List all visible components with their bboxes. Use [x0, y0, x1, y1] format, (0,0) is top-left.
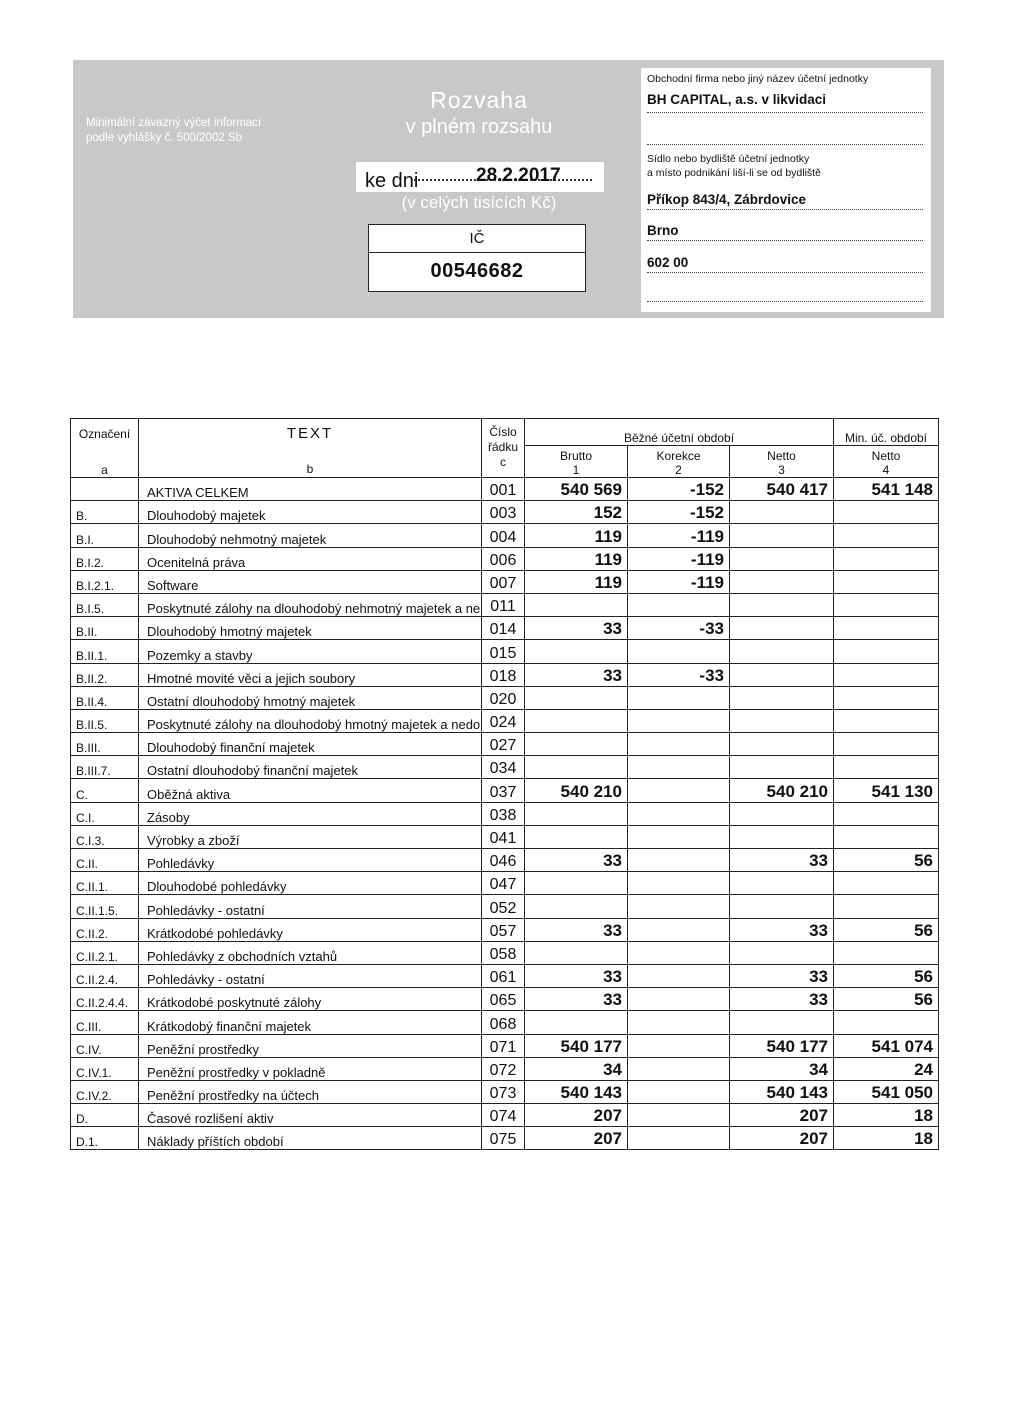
value-netto: [730, 895, 834, 918]
dotted-line: [647, 144, 923, 145]
table-row: [71, 802, 939, 825]
table-row: [71, 524, 939, 547]
row-number: 074: [482, 1104, 525, 1127]
seat-street: Příkop 843/4, Zábrdovice: [647, 192, 807, 207]
value-min-period: [834, 1011, 939, 1034]
table-row: [71, 501, 939, 524]
firm-label: Obchodní firma nebo jiný název účetní jednotky: [647, 73, 869, 85]
regulation-note-line-2: podle vyhlášky č. 500/2002 Sb: [86, 132, 242, 144]
value-netto: [730, 570, 834, 593]
table-row: [71, 570, 939, 593]
header-sub-b: b: [306, 462, 314, 476]
table-row: [71, 941, 939, 964]
value-korekce: [628, 1080, 730, 1103]
ic-value: 00546682: [430, 260, 524, 282]
value-brutto: 119: [525, 547, 628, 570]
row-label: Hmotné movité věci a jejich soubory: [139, 663, 482, 686]
value-korekce: -33: [628, 617, 730, 640]
value-korekce: [628, 872, 730, 895]
table-row: [71, 1127, 939, 1150]
header-netto-min: Netto: [871, 449, 901, 463]
table-row: [71, 1034, 939, 1057]
value-min-period: [834, 756, 939, 779]
row-label: Krátkodobé pohledávky: [139, 918, 482, 941]
table-row: [71, 478, 939, 501]
row-label: Náklady příštích období: [139, 1127, 482, 1150]
row-label: Pozemky a stavby: [139, 640, 482, 663]
value-korekce: [628, 849, 730, 872]
dotted-line: [647, 240, 923, 241]
row-label: Ocenitelná práva: [139, 547, 482, 570]
table-row: [71, 849, 939, 872]
value-korekce: [628, 593, 730, 616]
table-row: [71, 733, 939, 756]
value-netto: 33: [730, 849, 834, 872]
value-brutto: 540 569: [525, 478, 628, 501]
header-min-obdobi: Min. úč. období: [834, 419, 939, 446]
row-code: C.II.1.5.: [71, 895, 139, 918]
value-brutto: 540 177: [525, 1034, 628, 1057]
value-korekce: [628, 941, 730, 964]
value-netto: [730, 733, 834, 756]
value-netto: [730, 663, 834, 686]
row-label: Oběžná aktiva: [139, 779, 482, 802]
row-label: Dlouhodobý majetek: [139, 501, 482, 524]
row-number: 011: [482, 593, 525, 616]
header-oznaceni: Označení: [78, 427, 131, 441]
value-min-period: [834, 941, 939, 964]
header-sub-a: a: [101, 463, 108, 477]
row-number: 015: [482, 640, 525, 663]
value-min-period: 56: [834, 988, 939, 1011]
table-row: [71, 1011, 939, 1034]
value-min-period: [834, 524, 939, 547]
row-number: 052: [482, 895, 525, 918]
value-netto: 540 143: [730, 1080, 834, 1103]
row-label: Krátkodobý finanční majetek: [139, 1011, 482, 1034]
row-code: B.III.: [71, 733, 139, 756]
table-row: [71, 663, 939, 686]
header-netto-min-cell: [834, 446, 939, 478]
row-label: Peněžní prostředky v pokladně: [139, 1057, 482, 1080]
value-min-period: [834, 709, 939, 732]
row-code: C.IV.2.: [71, 1080, 139, 1103]
row-number: 046: [482, 849, 525, 872]
ic-box: [368, 224, 586, 292]
row-label: Výrobky a zboží: [139, 825, 482, 848]
row-code: C.I.3.: [71, 825, 139, 848]
row-number: 057: [482, 918, 525, 941]
document-subtitle: v plném rozsahu: [405, 116, 553, 138]
value-brutto: 33: [525, 663, 628, 686]
table-row: [71, 918, 939, 941]
value-netto: 540 177: [730, 1034, 834, 1057]
row-number: 001: [482, 478, 525, 501]
row-label: Poskytnuté zálohy na dlouhodobý hmotný majetek a nedo: [139, 709, 482, 732]
row-number: 006: [482, 547, 525, 570]
value-brutto: [525, 941, 628, 964]
value-min-period: 56: [834, 849, 939, 872]
row-label: Zásoby: [139, 802, 482, 825]
value-brutto: [525, 733, 628, 756]
document-title: Rozvaha: [430, 87, 528, 113]
value-min-period: [834, 547, 939, 570]
value-brutto: [525, 872, 628, 895]
row-number: 004: [482, 524, 525, 547]
value-min-period: [834, 733, 939, 756]
value-korekce: -152: [628, 501, 730, 524]
row-code: B.II.2.: [71, 663, 139, 686]
table-row: [71, 709, 939, 732]
value-brutto: 119: [525, 570, 628, 593]
value-netto: 34: [730, 1057, 834, 1080]
header-text-cell: [139, 419, 482, 478]
row-number: 038: [482, 802, 525, 825]
row-code: C.II.: [71, 849, 139, 872]
value-min-period: 541 148: [834, 478, 939, 501]
value-brutto: [525, 1011, 628, 1034]
table-row: [71, 547, 939, 570]
value-netto: 33: [730, 988, 834, 1011]
value-korekce: -119: [628, 570, 730, 593]
value-korekce: [628, 709, 730, 732]
row-code: B.: [71, 501, 139, 524]
value-min-period: [834, 895, 939, 918]
row-label: Dlouhodobý nehmotný majetek: [139, 524, 482, 547]
row-number: 058: [482, 941, 525, 964]
row-code: B.I.2.: [71, 547, 139, 570]
value-min-period: 56: [834, 964, 939, 987]
value-brutto: [525, 593, 628, 616]
value-netto: [730, 686, 834, 709]
value-min-period: [834, 570, 939, 593]
row-number: 024: [482, 709, 525, 732]
value-korekce: [628, 895, 730, 918]
value-netto: [730, 617, 834, 640]
row-number: 020: [482, 686, 525, 709]
value-min-period: [834, 663, 939, 686]
row-number: 065: [482, 988, 525, 1011]
value-netto: [730, 941, 834, 964]
value-korekce: [628, 988, 730, 1011]
value-min-period: [834, 802, 939, 825]
value-korekce: [628, 1057, 730, 1080]
value-netto: [730, 802, 834, 825]
table-header-row: [71, 419, 939, 446]
value-korekce: [628, 802, 730, 825]
header-n1: 1: [572, 463, 580, 477]
value-brutto: 207: [525, 1104, 628, 1127]
value-min-period: [834, 640, 939, 663]
value-netto: 540 417: [730, 478, 834, 501]
row-label: Dlouhodobý finanční majetek: [139, 733, 482, 756]
row-number: 014: [482, 617, 525, 640]
value-netto: [730, 756, 834, 779]
row-number: 071: [482, 1034, 525, 1057]
header-netto-cell: [730, 446, 834, 478]
row-label: Dlouhodobé pohledávky: [139, 872, 482, 895]
value-netto: 33: [730, 918, 834, 941]
seat-city: Brno: [647, 223, 679, 238]
row-code: B.I.5.: [71, 593, 139, 616]
balance-sheet-table: [70, 418, 939, 1150]
value-netto: 540 210: [730, 779, 834, 802]
value-brutto: 33: [525, 964, 628, 987]
value-netto: [730, 825, 834, 848]
value-min-period: 24: [834, 1057, 939, 1080]
value-brutto: 540 210: [525, 779, 628, 802]
table-row: [71, 779, 939, 802]
row-label: Poskytnuté zálohy na dlouhodobý nehmotný majetek a ne: [139, 593, 482, 616]
table-row: [71, 964, 939, 987]
row-number: 003: [482, 501, 525, 524]
row-label: Pohledávky z obchodních vztahů: [139, 941, 482, 964]
table-row: [71, 686, 939, 709]
header-cislo: Číslo: [489, 425, 517, 439]
value-min-period: 541 050: [834, 1080, 939, 1103]
value-min-period: [834, 617, 939, 640]
seat-label-2: a místo podnikání liší-li se od bydliště: [647, 167, 821, 179]
value-brutto: [525, 686, 628, 709]
document-title-block: [372, 86, 586, 140]
regulation-note-line-1: Minimální závazný výčet informací: [86, 117, 262, 129]
row-number: 027: [482, 733, 525, 756]
table-row: [71, 617, 939, 640]
row-code: B.II.4.: [71, 686, 139, 709]
row-code: C.II.2.4.4.: [71, 988, 139, 1011]
value-netto: [730, 524, 834, 547]
row-number: 041: [482, 825, 525, 848]
row-code: C.IV.: [71, 1034, 139, 1057]
value-netto: 207: [730, 1104, 834, 1127]
header-cislo-cell: [482, 419, 525, 478]
row-label: Ostatní dlouhodobý hmotný majetek: [139, 686, 482, 709]
header-sub-c: c: [500, 455, 506, 469]
value-netto: 207: [730, 1127, 834, 1150]
value-min-period: 541 074: [834, 1034, 939, 1057]
header-korekce: Korekce: [656, 449, 701, 463]
value-korekce: [628, 825, 730, 848]
seat-label-1: Sídlo nebo bydliště účetní jednotky: [647, 153, 810, 165]
value-brutto: [525, 895, 628, 918]
value-korekce: [628, 918, 730, 941]
date-label: ke dni: [365, 170, 419, 192]
table-row: [71, 756, 939, 779]
value-brutto: 540 143: [525, 1080, 628, 1103]
row-code: B.II.: [71, 617, 139, 640]
value-brutto: [525, 756, 628, 779]
row-label: Časové rozlišení aktiv: [139, 1104, 482, 1127]
seat-zip: 602 00: [647, 255, 689, 270]
value-min-period: 56: [834, 918, 939, 941]
value-korekce: [628, 1034, 730, 1057]
value-brutto: 34: [525, 1057, 628, 1080]
header-netto: Netto: [767, 449, 796, 463]
value-korekce: [628, 779, 730, 802]
table-row: [71, 872, 939, 895]
row-label: Pohledávky: [139, 849, 482, 872]
value-netto: [730, 1011, 834, 1034]
value-min-period: [834, 593, 939, 616]
value-korekce: -33: [628, 663, 730, 686]
value-netto: [730, 501, 834, 524]
header-text: TEXT: [286, 425, 334, 442]
header-n4: 4: [882, 463, 890, 477]
row-label: Software: [139, 570, 482, 593]
dotted-line: [647, 209, 923, 210]
date-box: [356, 162, 604, 192]
row-number: 018: [482, 663, 525, 686]
entity-info-box: [641, 68, 931, 312]
row-label: Krátkodobé poskytnuté zálohy: [139, 988, 482, 1011]
value-korekce: [628, 1011, 730, 1034]
table-row: [71, 1057, 939, 1080]
header-brutto: Brutto: [559, 449, 592, 463]
value-korekce: [628, 1104, 730, 1127]
table-row: [71, 895, 939, 918]
value-min-period: [834, 872, 939, 895]
row-code: B.I.2.1.: [71, 570, 139, 593]
header-n2: 2: [675, 463, 682, 477]
table-row: [71, 640, 939, 663]
value-netto: [730, 709, 834, 732]
value-min-period: 18: [834, 1127, 939, 1150]
value-brutto: 33: [525, 617, 628, 640]
row-number: 007: [482, 570, 525, 593]
dotted-line: [647, 301, 923, 302]
value-brutto: 33: [525, 849, 628, 872]
row-number: 068: [482, 1011, 525, 1034]
units-note: (v celých tisících Kč): [401, 193, 557, 212]
row-code: C.II.2.1.: [71, 941, 139, 964]
row-label: Peněžní prostředky na účtech: [139, 1080, 482, 1103]
value-netto: [730, 640, 834, 663]
firm-name: BH CAPITAL, a.s. v likvidaci: [647, 92, 827, 107]
header-radku: řádku: [487, 440, 519, 454]
value-korekce: [628, 964, 730, 987]
table-row: [71, 1104, 939, 1127]
header-oznaceni-cell: [71, 419, 139, 478]
date-value: 28.2.2017: [476, 165, 561, 186]
value-korekce: [628, 1127, 730, 1150]
value-min-period: [834, 686, 939, 709]
row-number: 061: [482, 964, 525, 987]
row-code: [71, 478, 139, 501]
value-brutto: 33: [525, 988, 628, 1011]
table-row: [71, 988, 939, 1011]
row-number: 037: [482, 779, 525, 802]
table-row: [71, 593, 939, 616]
dotted-line: [647, 112, 923, 113]
value-brutto: [525, 825, 628, 848]
row-code: C.II.2.: [71, 918, 139, 941]
value-korekce: [628, 686, 730, 709]
table-row: [71, 1080, 939, 1103]
value-brutto: [525, 709, 628, 732]
row-number: 073: [482, 1080, 525, 1103]
header-korekce-cell: [628, 446, 730, 478]
value-brutto: 119: [525, 524, 628, 547]
row-label: Ostatní dlouhodobý finanční majetek: [139, 756, 482, 779]
value-korekce: [628, 733, 730, 756]
value-min-period: [834, 501, 939, 524]
value-netto: [730, 593, 834, 616]
table-row: [71, 825, 939, 848]
value-brutto: [525, 802, 628, 825]
row-number: 047: [482, 872, 525, 895]
row-code: B.II.5.: [71, 709, 139, 732]
value-brutto: 33: [525, 918, 628, 941]
header-bezne-obdobi: Běžné účetní období: [525, 419, 834, 446]
row-label: Pohledávky - ostatní: [139, 895, 482, 918]
row-code: B.II.1.: [71, 640, 139, 663]
value-korekce: [628, 640, 730, 663]
row-number: 072: [482, 1057, 525, 1080]
value-min-period: [834, 825, 939, 848]
row-label: Dlouhodobý hmotný majetek: [139, 617, 482, 640]
row-code: D.: [71, 1104, 139, 1127]
row-number: 075: [482, 1127, 525, 1150]
header-n3: 3: [778, 463, 785, 477]
value-min-period: 18: [834, 1104, 939, 1127]
row-label: AKTIVA CELKEM: [139, 478, 482, 501]
value-brutto: 152: [525, 501, 628, 524]
row-code: B.III.7.: [71, 756, 139, 779]
row-code: C.II.2.4.: [71, 964, 139, 987]
value-netto: 33: [730, 964, 834, 987]
value-min-period: 541 130: [834, 779, 939, 802]
row-code: C.I.: [71, 802, 139, 825]
row-code: D.1.: [71, 1127, 139, 1150]
row-code: C.II.1.: [71, 872, 139, 895]
row-code: C.: [71, 779, 139, 802]
header-brutto-cell: [525, 446, 628, 478]
value-brutto: 207: [525, 1127, 628, 1150]
row-label: Peněžní prostředky: [139, 1034, 482, 1057]
row-number: 034: [482, 756, 525, 779]
value-korekce: -119: [628, 524, 730, 547]
value-brutto: [525, 640, 628, 663]
row-code: B.I.: [71, 524, 139, 547]
regulation-note: [86, 116, 286, 146]
value-korekce: [628, 756, 730, 779]
value-korekce: -119: [628, 547, 730, 570]
value-korekce: -152: [628, 478, 730, 501]
dotted-line: [647, 272, 923, 273]
row-code: C.III.: [71, 1011, 139, 1034]
row-code: C.IV.1.: [71, 1057, 139, 1080]
ic-label: IČ: [369, 225, 585, 253]
value-netto: [730, 872, 834, 895]
value-netto: [730, 547, 834, 570]
row-label: Pohledávky - ostatní: [139, 964, 482, 987]
